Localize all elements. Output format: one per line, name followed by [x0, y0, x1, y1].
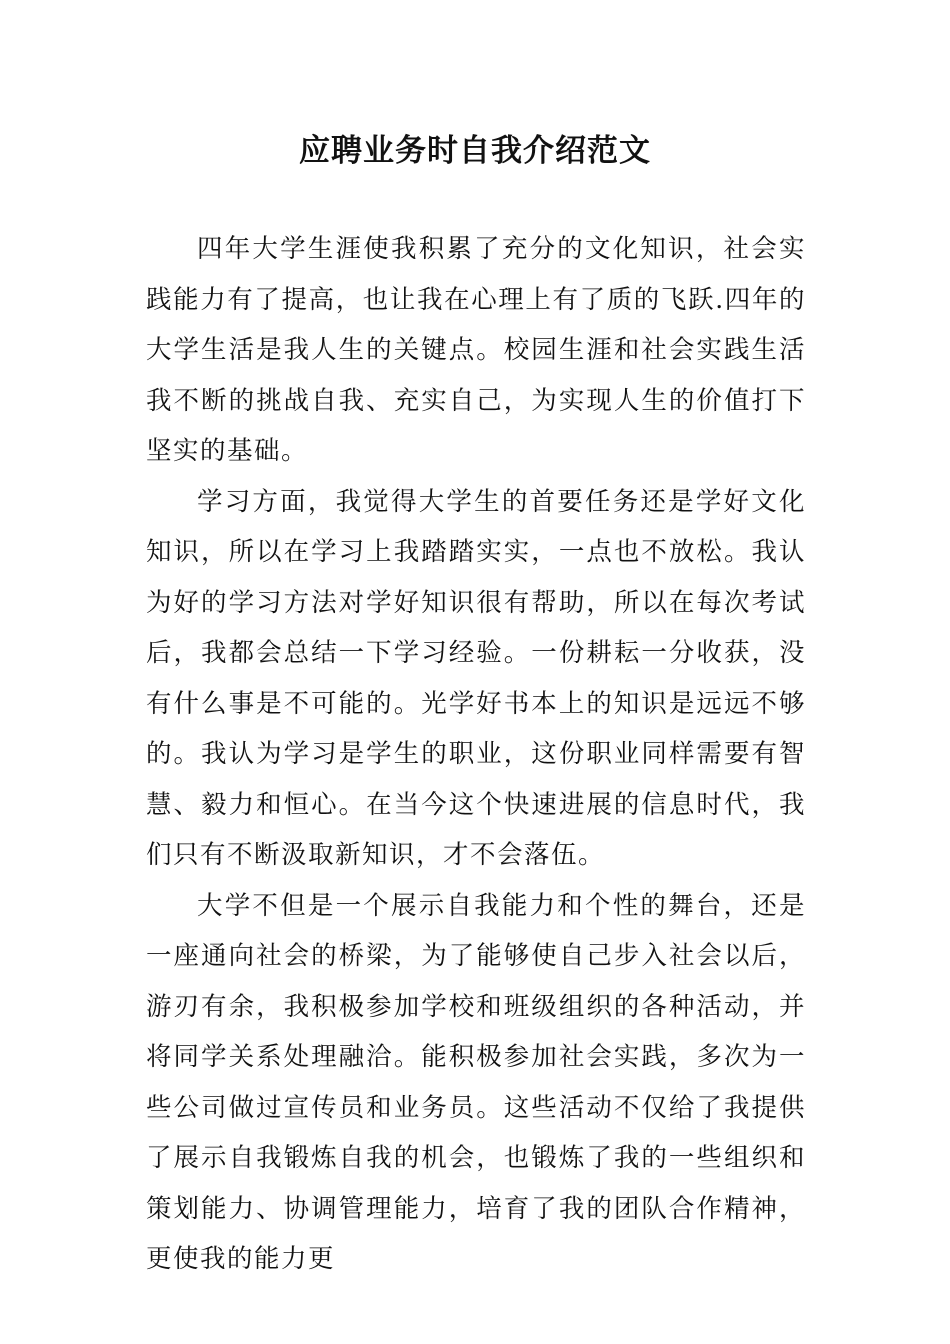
document-title: 应聘业务时自我介绍范文: [299, 133, 651, 169]
document-body: [146, 224, 806, 1285]
paragraph-3: 大学不但是一个展示自我能力和个性的舞台，还是一座通向社会的桥梁，为了能够使自己步入社会以后，游刃有余，我积极参加学校和班级组织的各种活动，并将同学关系处理融洽。能积极参加社会实践，多次为一些公司做过宣传员和业务员。这些活动不仅给了我提供了展示自我锻炼自我的机会，也锻炼了我的一些组织和策划能力、协调管理能力，培育了我的团队合作精神，更使我的能力更: [146, 890, 806, 1274]
paragraph-2: 学习方面，我觉得大学生的首要任务还是学好文化知识，所以在学习上我踏踏实实，一点也不放松。我认为好的学习方法对学好知识很有帮助，所以在每次考试后，我都会总结一下学习经验。一份耕耘一分收获，没有什么事是不可能的。光学好书本上的知识是远远不够的。我认为学习是学生的职业，这份职业同样需要有智慧、毅力和恒心。在当今这个快速进展的信息时代，我们只有不断汲取新知识，才不会落伍。: [146, 486, 806, 870]
paragraph-1: 四年大学生涯使我积累了充分的文化知识，社会实践能力有了提高，也让我在心理上有了质的飞跃.四年的大学生活是我人生的关键点。校园生涯和社会实践生活我不断的挑战自我、充实自己，为实现人生的价值打下坚实的基础。: [146, 234, 806, 466]
